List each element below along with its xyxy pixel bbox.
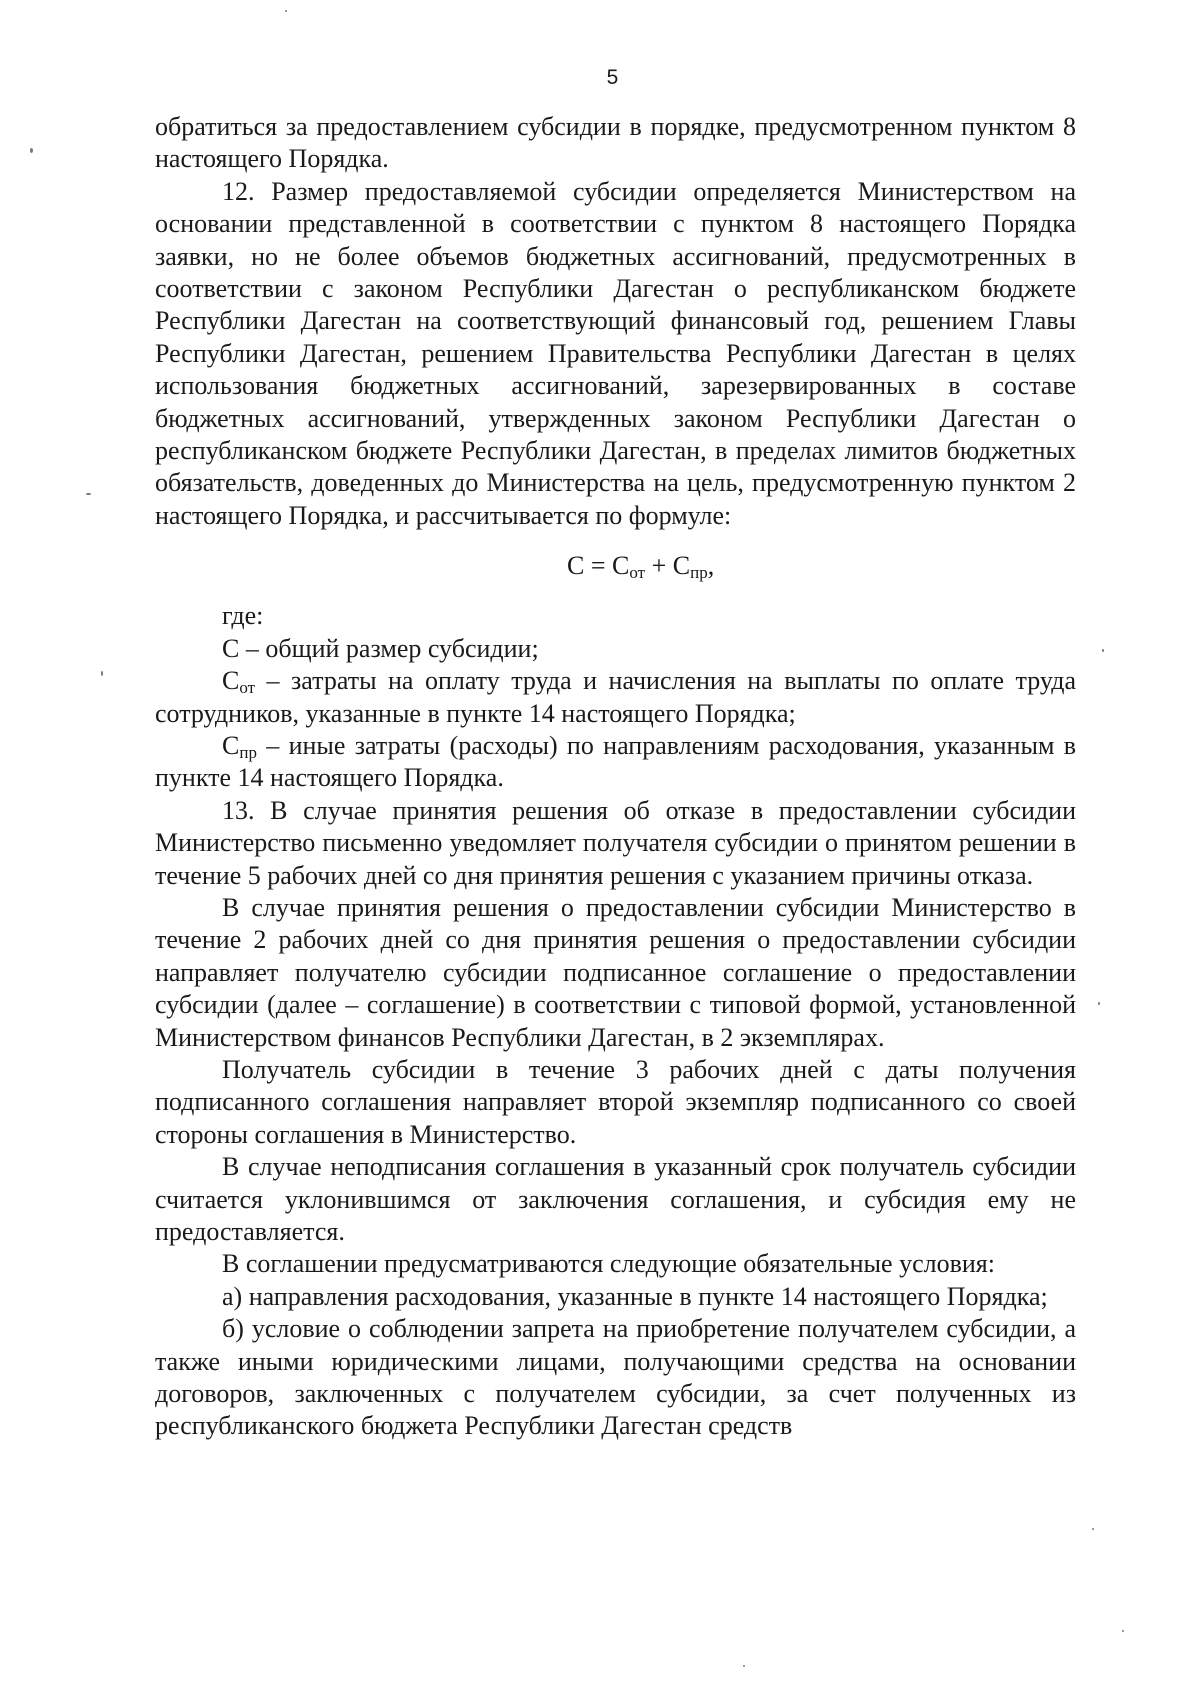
scan-speck [86, 493, 91, 495]
scan-speck [743, 1665, 745, 1667]
c-ot-subscript: от [239, 678, 256, 698]
paragraph-agreement-return: Получатель субсидии в течение 3 рабочих дней с даты получения подписанного соглашения направляет второй экземпляр подписанного со своей стороны соглашения в Министерство. [155, 1054, 1076, 1149]
scan-speck [1092, 1528, 1094, 1530]
formula-plus: + С [645, 551, 691, 581]
c-pr-text: – иные затраты (расходы) по направлениям расходования, указанным в пункте 14 настоящего Порядка. [155, 730, 1076, 793]
paragraph-agreement-sending: В случае принятия решения о предоставлении субсидии Министерство в течение 2 рабочих дней со дня принятия решения о предоставлении субсидии направляет получателю субсидии подписанное соглашение о предоставлении субсидии (далее – соглашение) в соответствии с типовой формой, установленной Министерством финансов Республики Дагестан, в 2 экземплярах. [155, 892, 1076, 1052]
paragraph-agreement-conditions: В соглашении предусматриваются следующие обязательные условия: [222, 1249, 995, 1279]
scan-speck [30, 148, 33, 153]
c-ot-text: – затраты на оплату труда и начисления на выплаты по оплате труда сотрудников, указанные в пункте 14 настоящего Порядка; [155, 666, 1076, 728]
paragraph-agreement-refusal: В случае неподписания соглашения в указанный срок получатель субсидии считается уклонившимся от заключения соглашения, и субсидия ему не предоставляется. [155, 1152, 1076, 1246]
scan-speck [1102, 649, 1104, 652]
c-pr-subscript: пр [239, 742, 257, 762]
definition-c-ot [155, 665, 1076, 730]
condition-b: б) условие о соблюдении запрета на приобретение получателем субсидии, а также иными юридическими лицами, получающими средства на основании договоров, заключенных с получателем субсидии, за счет полученных из республиканского бюджета Республики Дагестан средств [155, 1314, 1076, 1441]
formula-lhs: С = С [567, 551, 630, 581]
definition-c-total: С – общий размер субсидии; [222, 633, 539, 663]
paragraph-item-13: 13. В случае принятия решения об отказе в предоставлении субсидии Министерство письменно уведомляет получателя субсидии о принятом решении в течение 5 рабочих дней со дня принятия решения с указанием причины отказа. [155, 795, 1076, 890]
paragraph-item-12: 12. Размер предоставляемой субсидии определяется Министерством на основании представленной в соответствии с пунктом 8 настоящего Порядка заявки, но не более объемов бюджетных ассигнований, предусмотренных в соответствии с законом Республики Дагестан о республиканском бюджете Республики Дагестан на соответствующий финансовый год, решением Главы Республики Дагестан, решением Правительства Республики Дагестан в целях использования бюджетных ассигнований, зарезервированных в составе бюджетных ассигнований, утвержденных законом Республики Дагестан о республиканском бюджете Республики Дагестан, в пределах лимитов бюджетных обязательств, доведенных до Министерства на цель, предусмотренную пунктом 2 настоящего Порядка, и рассчитывается по формуле: [155, 176, 1076, 530]
page-number: 5 [606, 66, 619, 89]
scan-speck [1122, 1630, 1124, 1632]
where-label: где: [222, 601, 264, 631]
definition-c-pr [155, 730, 1076, 795]
scan-speck [101, 671, 103, 676]
formula-end: , [707, 551, 715, 581]
paragraph-continuation: обратиться за предоставлением субсидии в порядке, предусмотренном пунктом 8 настоящего Порядка. [155, 112, 1076, 174]
subsidy-formula [155, 532, 1076, 600]
scan-speck [285, 10, 287, 12]
scan-speck [1098, 1002, 1100, 1005]
document-body [155, 111, 1076, 1443]
c-ot-symbol: С [222, 666, 240, 696]
c-pr-symbol: С [222, 730, 240, 760]
formula-sub-ot: от [629, 563, 646, 583]
condition-a: а) направления расходования, указанные в пункте 14 настоящего Порядка; [222, 1281, 1048, 1311]
formula-sub-pr: пр [690, 563, 708, 583]
